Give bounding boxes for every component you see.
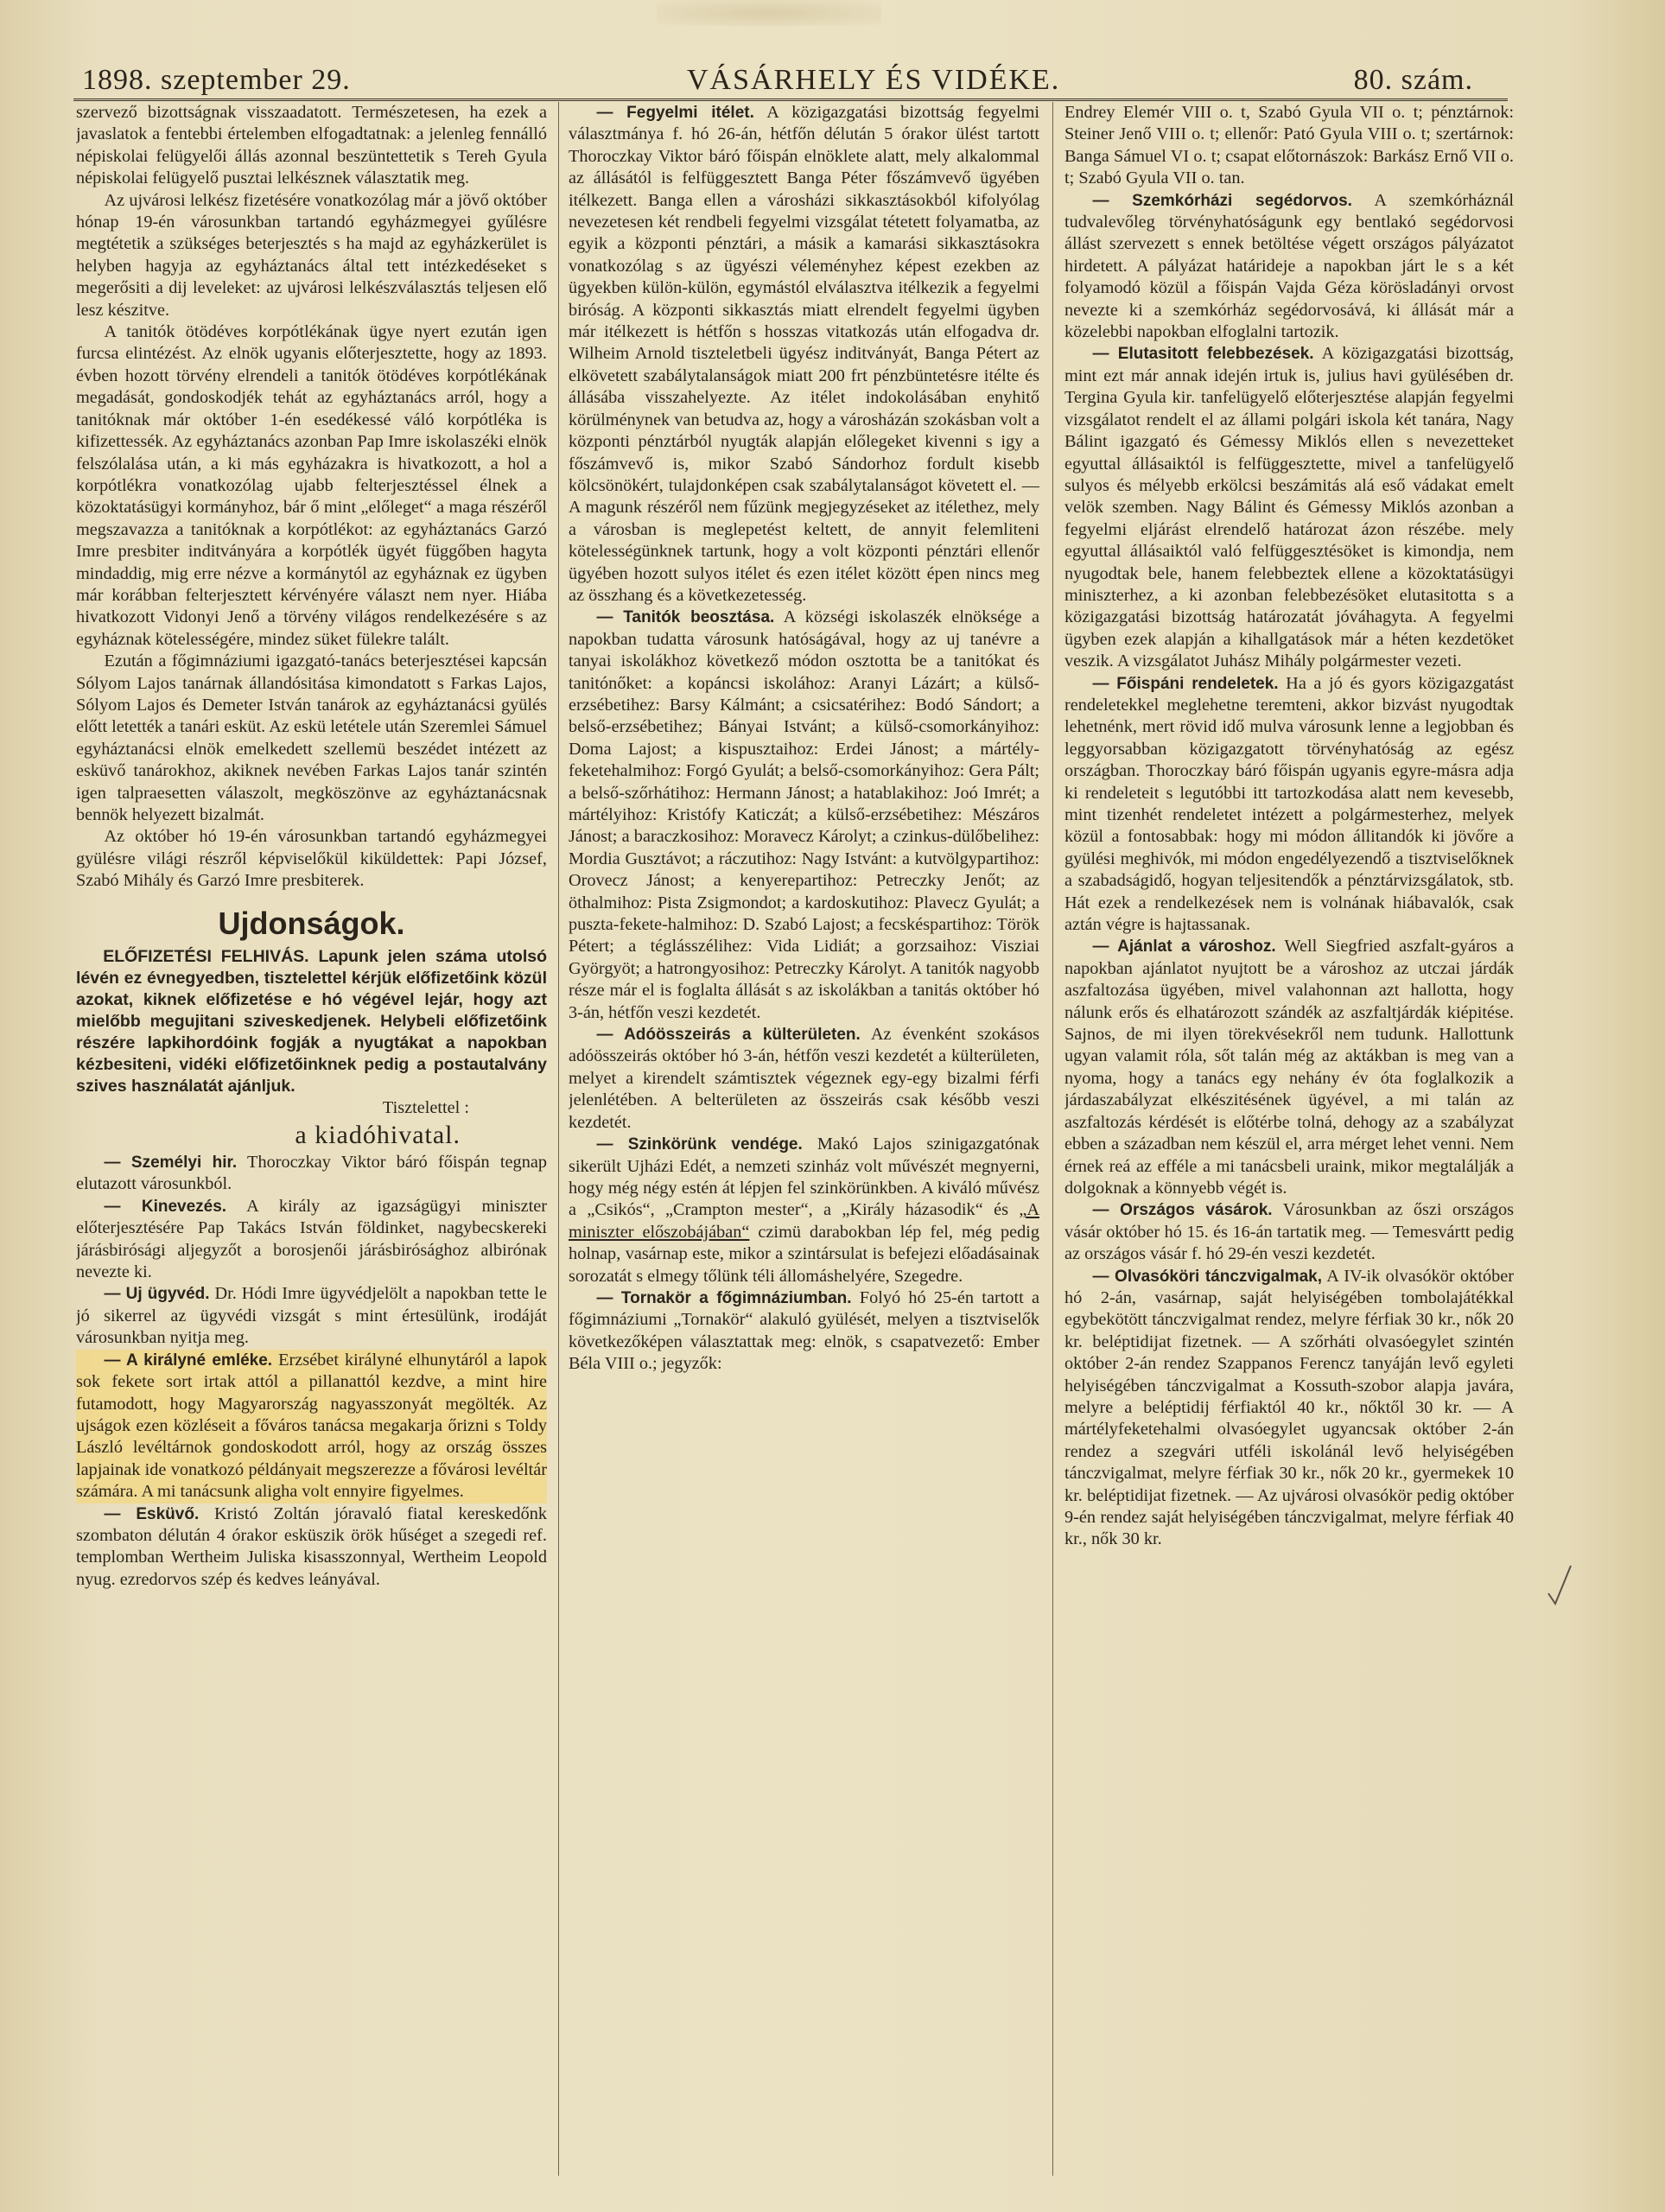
article-paragraph: Endrey Elemér VIII o. t, Szabó Gyula VII o. t; pénztárnok: Steiner Jenő VIII o. t; ellenőr: Pató Gyula VIII o. t; szertárnok: Banga Sámuel VI o. t; csapat előtornászok: Barkász Ernő VII o. t; Szabó Gyula VII o. tan. (1064, 103, 1514, 188)
article-paragraph: Az október hó 19-én városunkban tartandó egyházmegyei gyülésre világi részről képviselőkül kiküldettek: Papi József, Szabó Mihály és Garzó Imre presbiterek. (76, 827, 547, 891)
news-item (1064, 936, 1514, 1199)
news-headline: — Fegyelmi itélet. (596, 104, 754, 122)
article-paragraph: Ezután a főgimnáziumi igazgató-tanács beterjesztései kapcsán Sólyom Lajos tanárnak állandósitása kimondatott s Farkas Lajos, Sólyom Lajos és Demeter István tanárok az egyháztanácsi gyülés előtt letették a tanári esküt. Az eskü letétele után Szeremlei Sámuel egyháztanácsi elnök emelkedett szellemü beszédet intézett az esküvő tanárokhoz, akiknek nevében Farkas Lajos tanár szintén igen talpraesetten válaszolt, megköszönve az egyháztanácsnak bennök helyezett bizalmát. (76, 652, 547, 824)
news-body: Folyó hó 25-én tartott a főgimnáziumi „Tornakör“ alakuló gyülését, melyen a tisztviselők következőképen választattak meg: elnök, s csapatvezető: Ember Béla VIII o.; jegyzők: (569, 1287, 1039, 1374)
notice-greeting: Tisztelettel : (382, 1097, 469, 1117)
column-divider (558, 102, 559, 2176)
column-middle (569, 102, 1039, 2176)
news-body: Makó Lajos szinigazgatónak sikerült Ujházi Edét, a nemzeti szinház volt művészét megnyerni, hogy még négy estén át lépjen fel szinkörünkben. A kiváló művész a „Csikós“, „Crampton mester“, a „Király házasodik“ és (569, 1135, 1039, 1220)
news-headline: — Elutasitott felebbezések. (1092, 345, 1314, 364)
news-headline: — Szinkörünk vendége. (596, 1135, 803, 1154)
news-item (76, 1152, 547, 1196)
news-body: Thoroczkay Viktor báró főispán tegnap elutazott városunkból. (76, 1153, 547, 1194)
news-body: Az évenként szokásos adóösszeirás október hó 3-án, hétfőn veszi kezdetét a külterületen, melyet a kirendelt számtisztek végeznek egy-egy bizalmi férfi jelenlétében. A belterületen az összeirás csak később veszi kezdetét. (569, 1025, 1039, 1132)
news-body: A közigazgatási bizottság, mint ezt már annak idején irtuk is, julius havi gyülésében dr. Tergina Gyula kir. tanfelügyelő előterjesztése alapján fegyelmi vizsgálatot rendelt el az állami polgári iskola két tanára, Nagy Bálint igazgató és Gémessy Miklós ellen s nevezetteket egyuttal állásaiktól is felfüggesztette, mivel a tanfelügyelő sulyos és mélyebb erkölcsi beszámitás alá eső vádakat emelt velök szemben. Nagy Bálint és Gémessy Miklós azonban a fegyelmi eljárást elrendelő határozat ázon részébe. mely egyuttal állásaiktól való felfüggesztésöket is kimondja, nem nyugodtak bele, hanem felebbeztek ellene a közoktatásügyi miniszterhez, a ki azonban felebbezésöket elutasitotta s a közigazgatási bizottság határozatát jóváhagyta. A fegyelmi ügyben ezek alapján a kihallgatások már a héten kezdetöket veszik. A vizsgálatot Juhász Mihály polgármester vezeti. (1064, 344, 1514, 671)
news-body: A király az igazságügyi miniszter előterjesztésére Pap Takács István földinket, nagybecskereki járásbirósági aljegyzőt a borosjenői járásbirósághoz albirónak nevezte ki. (76, 1196, 547, 1282)
news-body: A közigazgatási bizottság fegyelmi választmánya f. hó 26-án, hétfőn délután 5 órakor ülést tartott Thoroczkay Viktor báró főispán elnöklete alatt, mely alkalommal az állásától is felfüggesztett Banga Péter főszámvevő ügyében itélkezett. Banga ellen a városházi sikkasztásokból kifolyólag nevezetesen két rendbeli fegyelmi vizsgálat tétetett folyamatba, az egyik a központi pénztári, a másik a kamarási sikkasztásokra vonatkozólag s az ügyészi véleményhez képest ezekben az ügyekben külön-külön, egymástól elválasztva itélkezik a fegyelmi biróság. A központi sikkasztás miatt elrendelt fegyelmi ügyben már itélkezett is hétfőn s hosszas vitatkozás után elfogadva dr. Wilheim Arnold tiszteletbeli ügyész inditványát, Banga Pétert az elkövetett szabálytalanságok miatt 200 frt pénzbüntetésre itélte és állásába visszahelyezte. Az itélet indokolásában enyhitő körülménynek van betudva az, hogy a városházán szokásban volt a központi pénztárból nyugták alapján előlegeket kivenni s igy a főszámvevő is, mikor Szabó Sándorhoz fordult kisebb kölcsönökért, tulajdonképen csak szabálytalanságot követett el. — A magunk részéről nem fűzünk megjegyzéseket az itélethez, mely a városban is meglepetést keltett, de annyit felemliteni kötelességünknek tartunk, hogy a volt központi pénztári ellenőr ügyében hozott sulyos itélet és ezen itélet között épen nincs meg az összhang és a következetesség. (569, 103, 1039, 605)
news-item (569, 1134, 1039, 1287)
news-body: Erzsébet királyné elhunytáról a lapok sok fekete sort irtak attól a pillanattól kezdve, a mint hire futamodott, hogy Magyarország nagyasszonyát megölték. Az ujságok ezen közléseit a főváros tanácsa megakarja őrizni s Toldy László levéltárnok gondoskodott arról, hogy az ország összes lapjainak ide vonatkozó példányait megszerezze a fővárosi levéltár számára. A mi tanácsunk aligha volt ennyire figyelmes. (76, 1350, 547, 1502)
news-body-underlined: „A miniszter előszobájában“ (569, 1200, 1039, 1242)
column-divider (1052, 102, 1053, 2176)
news-item (1064, 673, 1514, 937)
news-headline: — Esküvő. (104, 1504, 200, 1523)
header-date: 1898. szeptember 29. (82, 64, 351, 96)
section-title: Ujdonságok. (218, 905, 405, 941)
news-headline: — A királyné emléke. (104, 1351, 273, 1370)
news-item (569, 1287, 1039, 1376)
news-body: Ha a jó és gyors közigazgatást rendeletekkel meglehetne teremteni, akkor bizvást nyugodtak lehetnénk, mert rövid idő mulva városunk lenne a legjobban és leggyorsabban közigazgatott törvényhatóság az egész országban. Thoroczkay báró főispán ugyanis egyre-másra adja ki rendeleteit s legutóbbi itt tartozkodása alatt nem kevesebb, mint tizenhét rendeletet intézett a polgármesterhez, melyek közül a fontosabbak: hogy mi módon állitandók ki jövőre a gyülési meghivók, mi módon engedélyezendő a tisztviselőknek a szabadságidő, hogyan teljesitendők a pénztárvizsgálatok, stb. Hát ezek a rendelkezések nem is volnának hiábavalók, csak aztán végre is hajtassanak. (1064, 673, 1514, 935)
article-paragraph: Az ujvárosi lelkész fizetésére vonatkozólag már a jövő október hónap 19-én városunkban tartandó egyházmegyei gyűlésre megtétetik a szükséges beterjesztés s ha majd az egyházkerület is helyben hagyja az egyháztanács által tett intézkedéseket s megerősiti a dij leveleket: az ujvárosi lelkészválasztás teljesen elő lesz készitve. (76, 190, 547, 320)
news-item (76, 1503, 547, 1592)
subscription-notice: ELŐFIZETÉSI FELHIVÁS. Lapunk jelen száma utolsó lévén ez évnegyedben, tisztelettel kérjük előfizetőink közül azokat, kiknek előfizetése e hó végével lejár, hogy azt mielőbb megujitani sziveskedjenek. Helybeli előfizetőink részére lapkihordóink fogják a nyugtákat a napokban kézbesiteni, vidéki előfizetőinknek pedig a postautalvány szives használatát ajánljuk. (76, 946, 547, 1096)
news-headline: — Országos vásárok. (1092, 1201, 1273, 1220)
paper-stain (657, 0, 881, 26)
news-body: A IV-ik olvasókör október hó 2-án, vasárnap, saját helyiségében tombolajátékkal egybekötött tánczvigalmat rendez, melyre férfiak 30 kr., nők 20 kr. beléptidijat fizetnek. — A szőrháti olvasóegylet szintén október 2-án rendez Szappanos Ferencz tanyáján levő egyleti helyiségében tánczvigalmat a Kossuth-szobor alapja javára, melyre a beléptidij férfiaktól 40 kr., nőktől 30 kr. — A mártélyfeketehalmi olvasóegylet ugyancsak október 2-án rendez a szegvári utféli iskolánál levő helyiségében tánczvigalmat, melyre férfiak 30 kr., nők 20 kr., gyermekek 10 kr. beléptidijat fizetnek. — Az ujvárosi olvasókör pedig október 9-én rendez saját helyiségében tánczvigalmat, melyre férfiak 40 kr., nők 30 kr. (1064, 1266, 1514, 1549)
page-header (73, 62, 1508, 101)
news-body: Well Siegfried aszfalt-gyáros a napokban ajánlatot nyujtott be a városhoz az utczai járdák aszfaltozása ügyében, mivel valahonnan azt hallotta, hogy nálunk erős és elhatározott szándék az aszfaltjárdák kiépitése. Sajnos, de mi ilyen törekvésekről nem tudunk. Hallottunk ugyan valamit róla, sőt talán még az aktákban is meg van a nyoma, hogy a tanács egy nehány év óta foglalkozik a járdaszabályzat elkészitésének ügyével, a mi talán az aszfaltozás kérdését is előtérbe tolná, dehogy az a szabályzat ebben a században nem készül el, arra mérget lehet venni. Nem érnek reá az efféle a mi tanácsbeli uraink, mikor megtalálják a dolgoknak a könnyebb végét is. (1064, 937, 1514, 1198)
news-item (76, 1283, 547, 1349)
pencil-checkmark-icon (1547, 1564, 1573, 1607)
news-item (1064, 1199, 1514, 1265)
news-item (76, 1196, 547, 1284)
news-item (569, 102, 1039, 607)
article-paragraph: A tanitók ötödéves korpótlékának ügye nyert ezután igen furcsa elintézést. Az elnök ugyanis előterjesztette, hogy az 1893. évben hozott törvény elrendeli a tanitók ötödéves korpótlékának megadását, gondoskodjék tehát az egyháztanács arról, hogy a tanitóknak már október 1-én esedékessé váló korpótléka is kifizettessék. Az egyháztanács azonban Pap Imre iskolaszéki elnök felszólalása után, a ki más egyházakra is hivatkozott, a hol a korpótlékra vonatkozólag ujabb felterjesztéssel élnek a közoktatásügyi kormányhoz, bár ő mint „előleget“ a maga részéről megszavazza a tanitóknak a korpótlékot: az egyháztanács Garzó Imre presbiter inditványára a korpótlék ügyét függőben hagyta mindaddig, mig erre nézve a kormánytól az egyháznak ez ügyben már korábban felterjesztett kérvényére választ nem nyer. Hiába hivatkozott Vidonyi Jenő a törvény világos rendelkezésére s az egyháznak kötelességére, mindez süket fülekre talált. (76, 322, 547, 649)
news-headline: — Kinevezés. (104, 1197, 227, 1216)
news-headline: — Ajánlat a városhoz. (1092, 938, 1276, 957)
news-item (1064, 1266, 1514, 1551)
news-headline: — Főispáni rendeletek. (1092, 674, 1279, 693)
news-body: A községi iskolaszék elnöksége a napokban tudatta városunk hatóságával, hogy az uj tanévre a tanyai iskolákhoz következő módon osztotta be a tanitókat és tanitónőket: a kopáncsi iskolához: Aranyi Lázárt; a külső-erzsébetihez: Barsy Kálmánt; a csicsatérihez: Bodó Sándort; a belső-erzsébetihez; Bányai Istvánt; a külső-csomorkányihoz: Doma Lajost; a kispusztaihoz: Erdei Jánost; a mártély-feketehalmihoz: Forgó Gyulát; a belső-csomorkányihoz: Gera Pált; a belső-szőrhátihoz: Hermann Jánost; a hatablakihoz: Joó Imrét; a mártélyihoz: Kristófy Katiczát; a külső-erzsébetihez: Mészáros Jánost; a baraczkosihoz: Moravecz Károlyt; a czinkus-dülőbelihez: Mordia Gusztávot; a ráczutihoz: Nagy Istvánt: a kutvölgypartihoz: Orovecz Jánost; a kenyerepartihoz: Petreczky Jenőt; az öthalmihoz: Pista Zsigmondot; a kardoskutihoz: Plavecz Gyulát; a puszta-fekete-halmihoz: D. Szabó Lajost; a fecskéspartihoz: Török Pétert; a téglásszélihez: Vida Lidiát; a gorzsaihoz: Visziai Györgyöt; a hatrongyosihoz: Petreczky Károlyt. A tanitók nagyobb része már el is foglalta állását s az iskolákban a tanitás október hó 3-án, hétfőn veszi kezdetét. (569, 607, 1039, 1022)
news-item (569, 1024, 1039, 1134)
news-item (1064, 343, 1514, 672)
news-body: Kristó Zoltán jóravaló fiatal kereskedőnk szombaton délután 4 órakor esküszik örök hűséget a szegedi ref. templomban Wertheim Juliska kisasszonnyal, Wertheim Leopold nyug. ezredorvos szép és kedves leányával. (76, 1503, 547, 1589)
news-item-highlighted (76, 1350, 547, 1503)
article-paragraph: szervező bizottságnak visszaadatott. Természetesen, ha ezek a javaslatok a fentebbi értelemben elfogadtatnak: a jelenleg fennálló népiskolai felügyelői állás azonnal beszüntettetik s Tereh Gyula népiskolai felügyelő pusztai lelkésznek választatik meg. (76, 103, 547, 188)
news-item (569, 607, 1039, 1024)
header-issue-number: 80. szám. (1353, 64, 1473, 96)
news-headline: — Tanitók beosztása. (596, 608, 775, 627)
news-body: A szemkórháznál tudvalevőleg törvényhatóságunk egy bentlakó segédorvosi állást szervezett s ennek betöltése végett országos pályázatot hirdetett. A pályázat határideje a napokban járt le s a két folyamodó közül a főispán Vajda Géza körösladányi orvost nevezte ki a szemkórház segédorvosává, ki állását már a közelebbi napokban elfoglalni tartozik. (1064, 190, 1514, 342)
news-body: czimü darabokban lép fel, még pedig holnap, vasárnap este, mikor a szintársulat is befejezi előadásainak sorozatát s elmegy tőlünk téli állomáshelyére, Szegedre. (569, 1222, 1039, 1286)
news-headline: — Olvasóköri tánczvigalmak, (1092, 1267, 1323, 1286)
news-headline: — Uj ügyvéd. (104, 1285, 210, 1304)
news-body: Városunkban az őszi országos vásár október hó 15. és 16-án tartatik meg. — Temesvártt pedig az országos vásár f. hó 29-én veszi kezdetét. (1064, 1200, 1514, 1264)
news-headline: — Adóösszeirás a külterületen. (596, 1026, 861, 1045)
notice-signature: a kiadóhivatal. (295, 1121, 461, 1150)
news-headline: — Személyi hir. (104, 1154, 238, 1173)
news-body: Dr. Hódi Imre ügyvédjelölt a napokban tette le jó sikerrel az ügyvédi vizsgát s mint értesülünk, irodáját városunkban nyitja meg. (76, 1284, 547, 1348)
column-left (76, 102, 547, 2176)
news-headline: — Szemkórházi segédorvos. (1092, 191, 1352, 210)
column-right (1064, 102, 1514, 2176)
news-headline: — Tornakör a főgimnáziumban. (596, 1288, 852, 1307)
header-title: VÁSÁRHELY ÉS VIDÉKE. (687, 64, 1061, 96)
news-item (1064, 190, 1514, 344)
